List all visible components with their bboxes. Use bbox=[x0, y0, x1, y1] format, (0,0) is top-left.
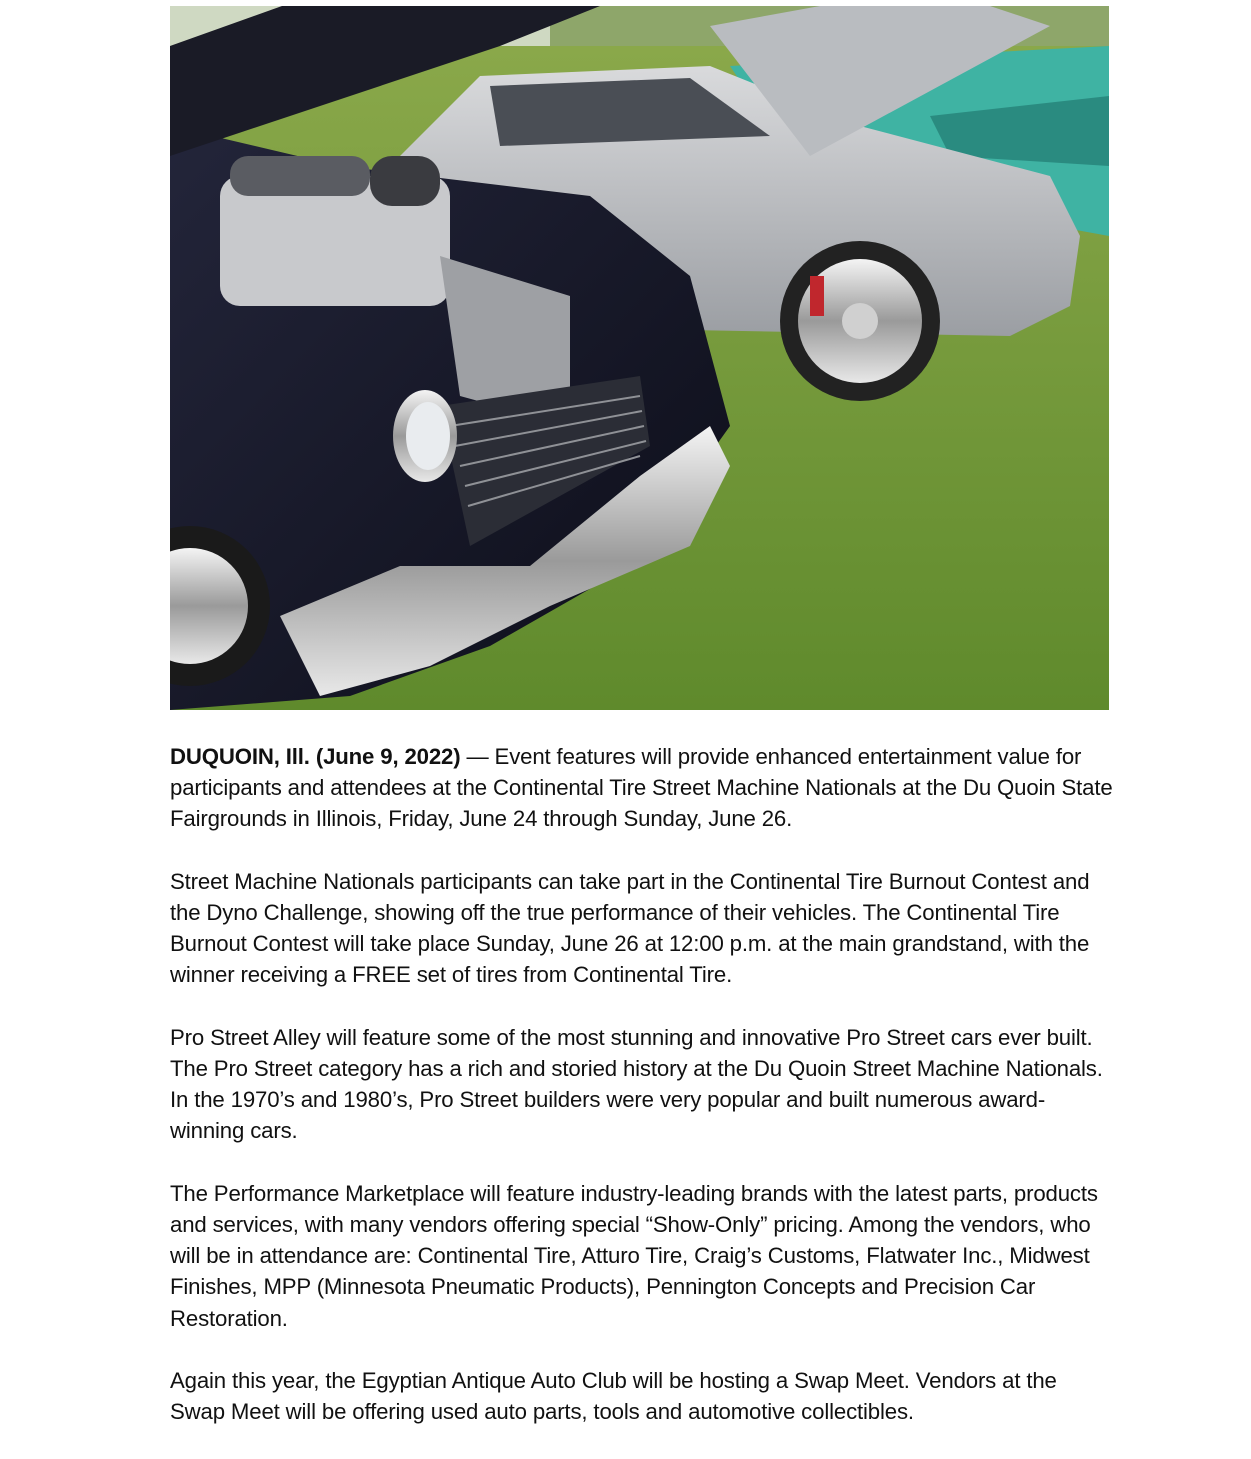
car-show-photo bbox=[170, 6, 1109, 710]
article-paragraph: Again this year, the Egyptian Antique Auto Club will be hosting a Swap Meet. Vendors at the Swap Meet will be offering used auto parts, tools and automotive collectibles. bbox=[170, 1368, 1057, 1425]
article-paragraph: Pro Street Alley will feature some of the most stunning and innovative Pro Street cars ever built. The Pro Street category has a rich and storied history at the Du Quoin Street Machine Nationals. In the 1970’s and 1980’s, Pro Street builders were very popular and built numerous award-winning cars. bbox=[170, 1024, 1103, 1144]
dateline: DUQUOIN, Ill. (June 9, 2022) bbox=[170, 744, 461, 769]
lead-text: — Event features will provide enhanced entertainment value for participants and attendees at the Continental Tire Street Machine Nationals at the Du Quoin State Fairgrounds in Illinois, Friday, June 24 through Sunday, June 26. bbox=[170, 744, 1113, 832]
article-paragraph: Street Machine Nationals participants can take part in the Continental Tire Burnout Contest and the Dyno Challenge, showing off the true performance of their vehicles. The Continental Tire Burnout Contest will take place Sunday, June 26 at 12:00 p.m. at the main grandstand, with the winner receiving a FREE set of tires from Continental Tire. bbox=[170, 868, 1090, 988]
article-body bbox=[170, 741, 1115, 1459]
article-paragraph: The Performance Marketplace will feature industry-leading brands with the latest parts, products and services, with many vendors offering special “Show-Only” pricing. Among the vendors, who will be in attendance are: Continental Tire, Atturo Tire, Craig’s Customs, Flatwater Inc., Midwest Finishes, MPP (Minnesota Pneumatic Products), Pennington Concepts and Precision Car Restoration. bbox=[170, 1180, 1098, 1331]
article-lead-paragraph bbox=[170, 741, 1115, 835]
